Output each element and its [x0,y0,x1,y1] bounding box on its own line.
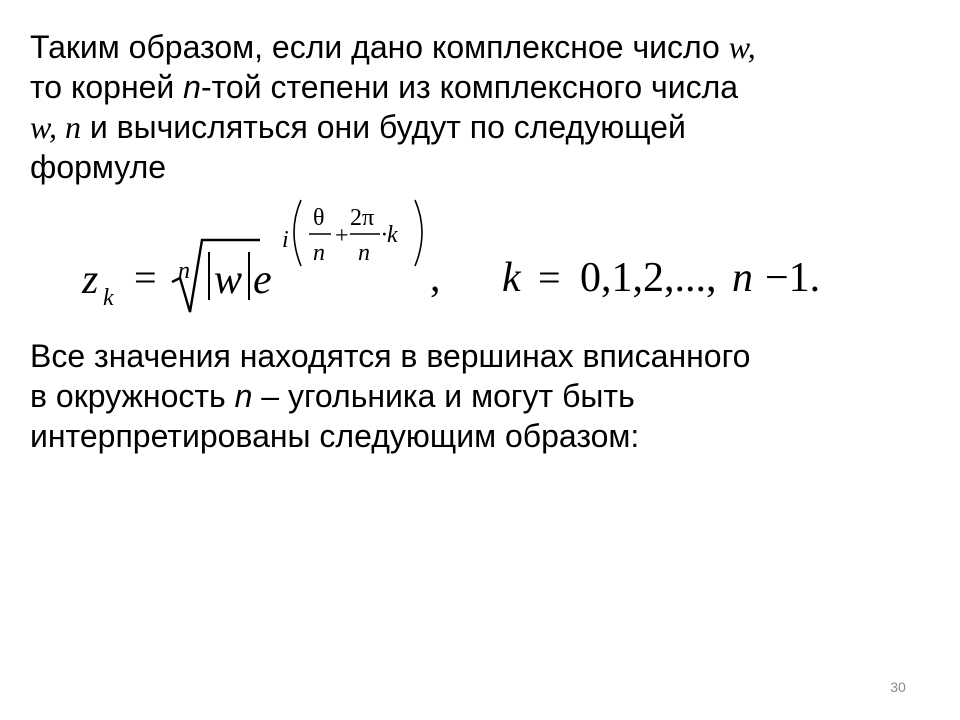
interpretation-line-1: Все значения находятся в вершинах вписанного [30,338,751,374]
formula-plus: + [335,223,349,249]
formula-n-denominator-1: n [313,240,325,266]
interpretation-line-2-suffix: – угольника и могут быть [252,378,635,414]
formula-n: n [732,255,753,301]
formula-svg [60,190,920,325]
intro-line-1 [30,27,935,67]
intro-line-4: формуле [30,149,167,185]
intro-line-2-prefix: то корней [30,69,184,105]
intro-line-3 [30,107,935,147]
formula-equals: = [134,255,157,300]
intro-line-2 [30,67,935,107]
formula-two-pi: 2π [350,205,375,231]
root-formula [60,190,920,325]
formula-dot-k: ·k [381,222,398,248]
formula-root-index: n [178,258,190,284]
variable-w: w, [728,29,756,65]
interpretation-paragraph [30,336,935,456]
right-paren-icon [415,200,422,266]
variable-n: n [183,69,201,105]
variable-n-2: n [234,378,253,414]
intro-line-3-suffix: и вычисляться они будут по следующей [80,109,686,145]
formula-minus-one: −1. [765,255,821,301]
variables-w-n: w, n [30,109,81,145]
formula-z: z [82,257,99,303]
formula-equals-2: = [538,255,561,300]
intro-line-2-suffix: -той степени из комплексного числа [200,69,739,105]
formula-range: 0,1,2,..., [580,255,717,301]
formula-i: i [282,227,289,253]
formula-n-denominator-2: n [358,240,370,266]
page-number: 30 [890,679,906,695]
interpretation-line-3: интерпретированы следующим образом: [30,418,640,454]
intro-paragraph [30,27,935,187]
formula-w: w [214,257,243,303]
left-paren-icon [294,200,301,266]
formula-e: e [253,257,272,303]
formula-k: k [502,255,521,301]
interpretation-line-2-prefix: в окружность [30,378,235,414]
formula-theta: θ [313,205,325,231]
intro-line-1-text: Таким образом, если дано комплексное число [30,29,729,65]
interpretation-line-2 [30,376,935,416]
formula-k-subscript: k [103,285,114,311]
formula-comma: , [430,255,441,301]
